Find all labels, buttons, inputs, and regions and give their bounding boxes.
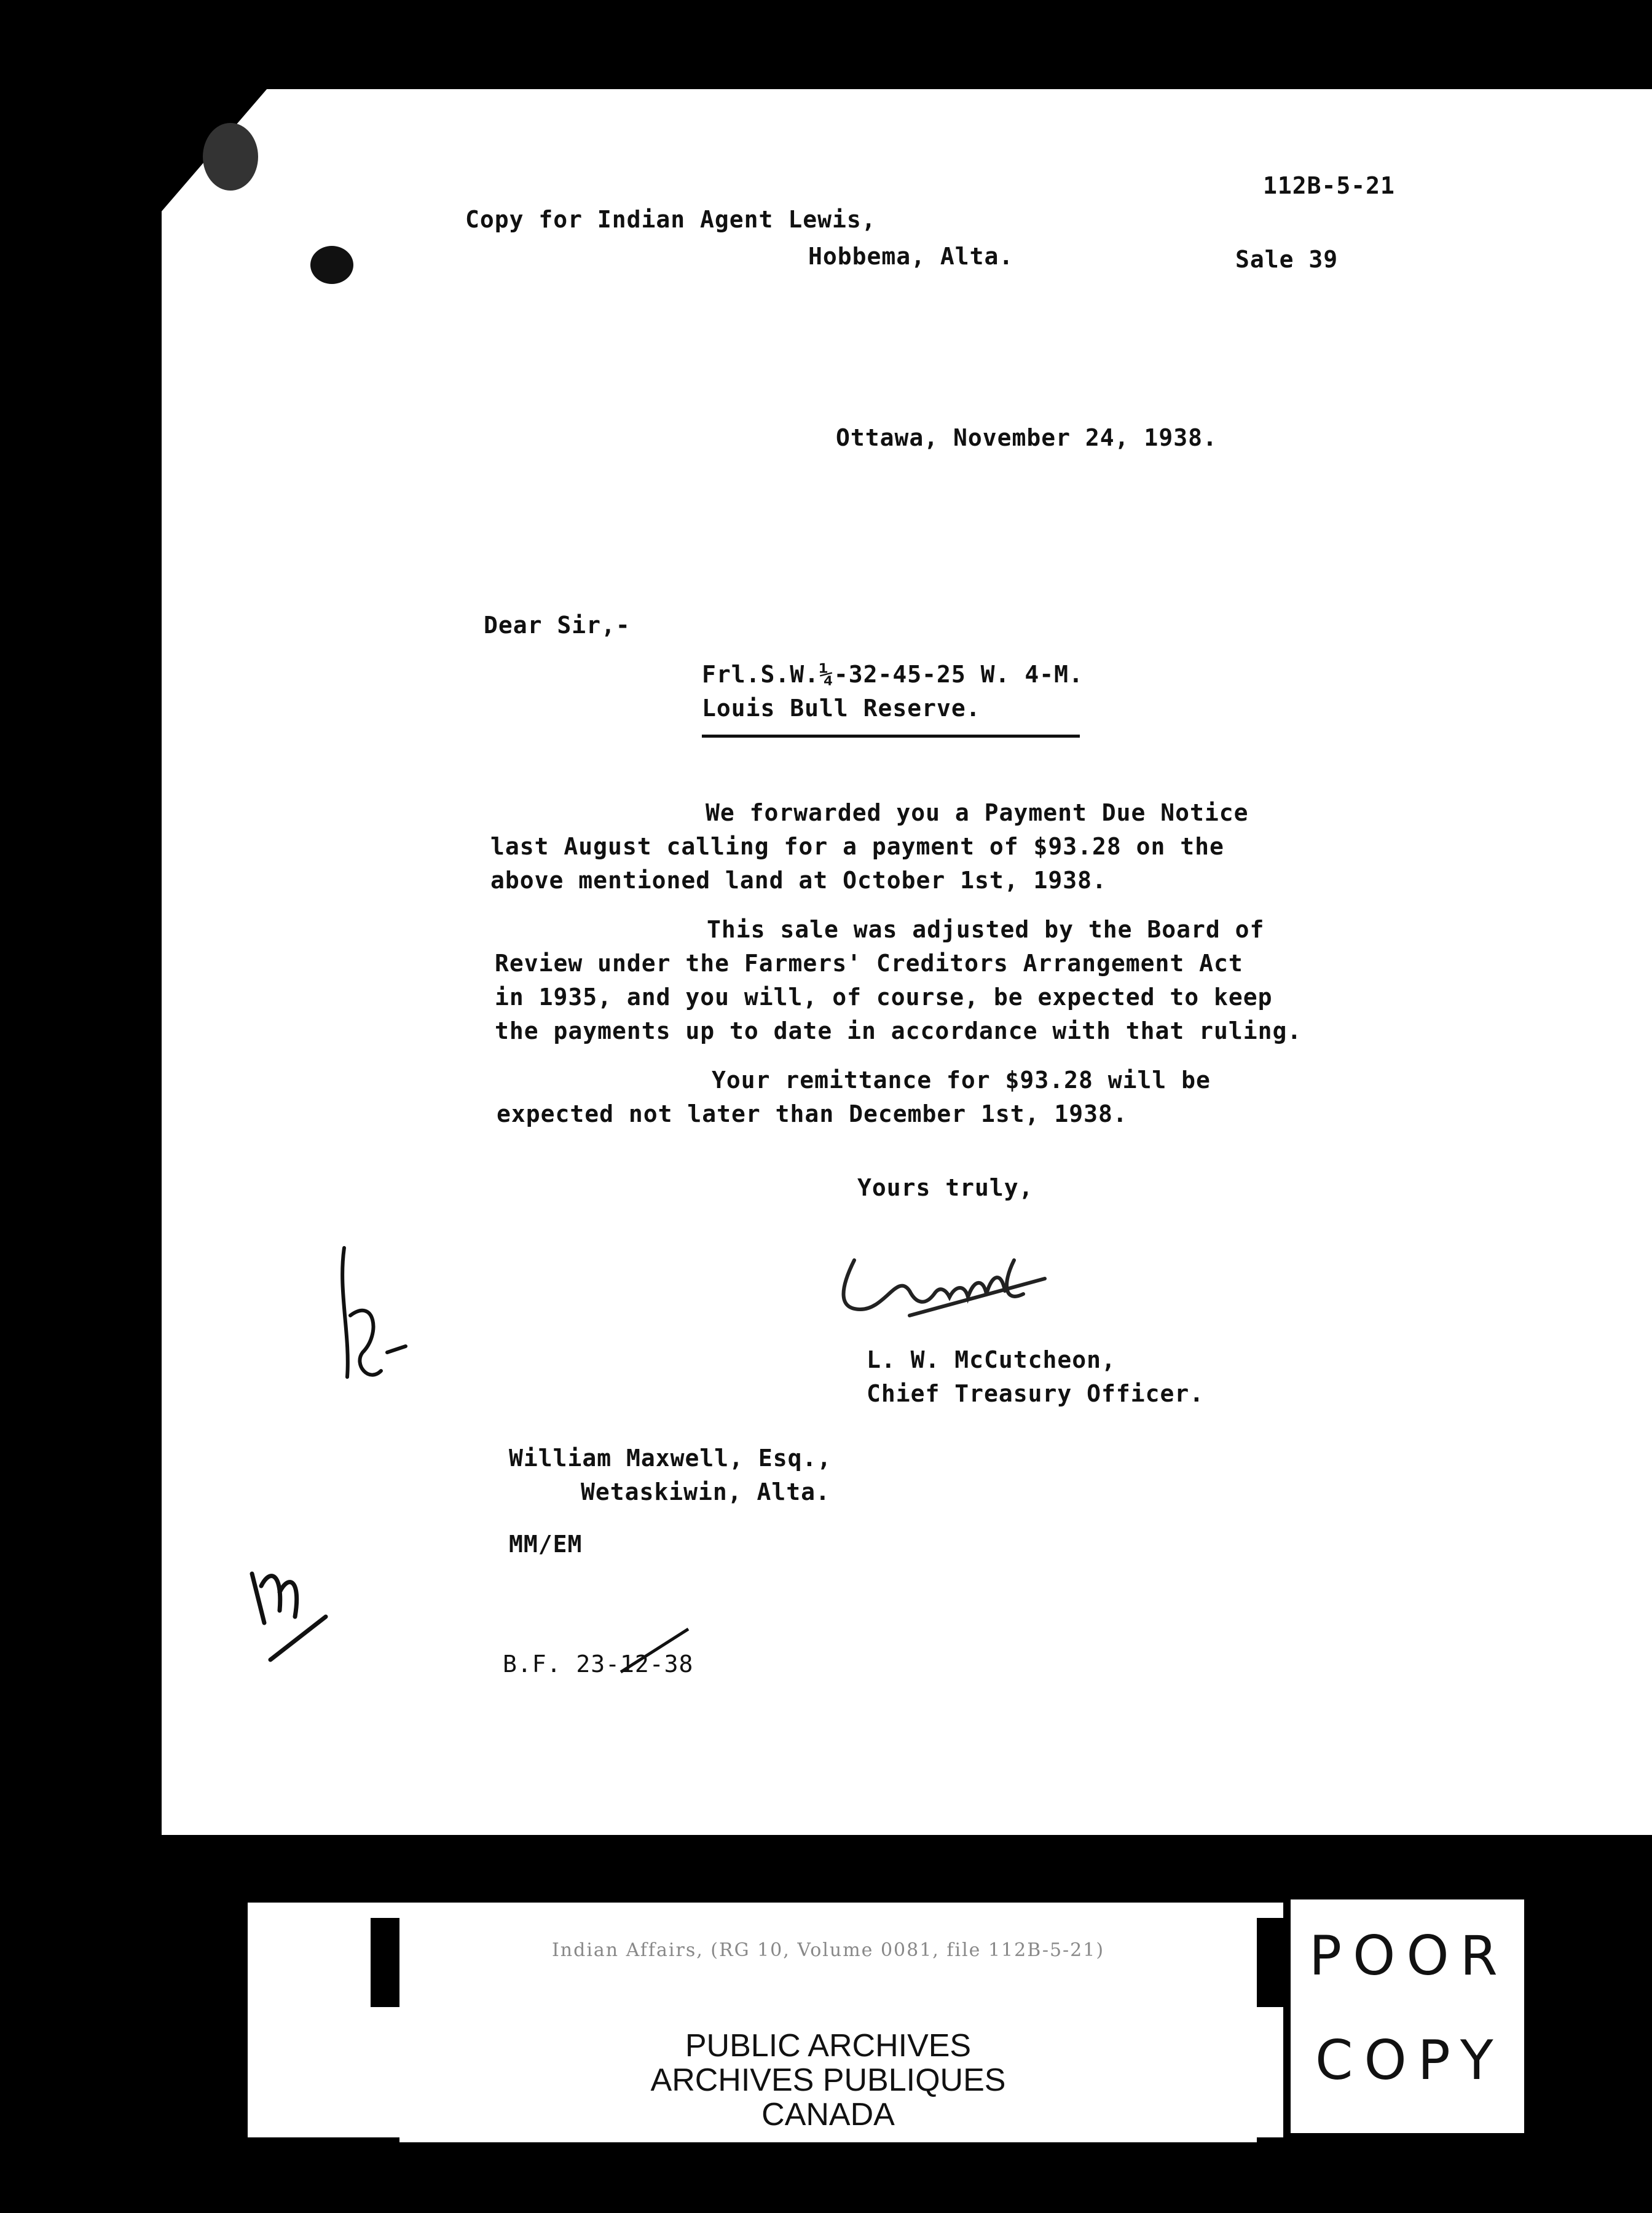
- place-line: Hobbema, Alta.: [808, 243, 1014, 270]
- body-line: above mentioned land at October 1st, 1938.: [490, 867, 1107, 894]
- body-line: This sale was adjusted by the Board of: [707, 916, 1265, 943]
- subject-line-1: Frl.S.W.¼-32-45-25 W. 4-M.: [702, 661, 1084, 688]
- body-line: expected not later than December 1st, 1938.: [497, 1100, 1128, 1127]
- body-line: Review under the Farmers' Creditors Arrangement Act: [495, 950, 1243, 977]
- typist-initials: MM/EM: [509, 1531, 583, 1558]
- signatory-title: Chief Treasury Officer.: [867, 1380, 1205, 1407]
- copy-line: Copy for Indian Agent Lewis,: [465, 206, 876, 233]
- closing: Yours truly,: [857, 1174, 1034, 1201]
- torn-corner: [203, 123, 258, 191]
- handwritten-initial-mark: [320, 1242, 418, 1414]
- bring-forward-date: B.F. 23-12-38: [503, 1651, 694, 1678]
- label-notch: [1257, 1918, 1283, 2007]
- handwritten-mark: [234, 1549, 344, 1672]
- signatory-name: L. W. McCutcheon,: [867, 1346, 1116, 1373]
- subject-line-2: Louis Bull Reserve.: [702, 695, 981, 722]
- recipient-name: William Maxwell, Esq.,: [509, 1445, 832, 1472]
- strike-mark: [615, 1623, 694, 1678]
- body-line: Your remittance for $93.28 will be: [712, 1067, 1211, 1094]
- body-line: in 1935, and you will, of course, be expected to keep: [495, 984, 1273, 1011]
- label-notch: [371, 1918, 399, 2007]
- archive-line-2: ARCHIVES PUBLIQUES: [650, 2062, 1006, 2098]
- poor-copy-word-2: COPY: [1315, 2029, 1504, 2092]
- salutation: Dear Sir,-: [484, 612, 631, 639]
- poor-copy-word-1: POOR: [1309, 1924, 1509, 1987]
- sale-number: Sale 39: [1235, 246, 1339, 273]
- archive-line-1: PUBLIC ARCHIVES: [685, 2028, 972, 2064]
- archive-line-3: CANADA: [761, 2097, 895, 2132]
- body-line: last August calling for a payment of $93.28 on the: [490, 833, 1224, 860]
- date-line: Ottawa, November 24, 1938.: [836, 424, 1217, 451]
- body-line: We forwarded you a Payment Due Notice: [706, 799, 1249, 826]
- body-line: the payments up to date in accordance with that ruling.: [495, 1017, 1302, 1044]
- signature: [817, 1236, 1100, 1328]
- poor-copy-note: [1291, 1899, 1524, 2133]
- subject-underline: [702, 735, 1080, 738]
- file-reference: 112B-5-21: [1263, 172, 1395, 199]
- ink-blot: [310, 246, 353, 284]
- archive-reference: Indian Affairs, (RG 10, Volume 0081, file 112B-5-21): [551, 1939, 1105, 1961]
- recipient-place: Wetaskiwin, Alta.: [581, 1478, 830, 1505]
- archive-label: [399, 1909, 1257, 2142]
